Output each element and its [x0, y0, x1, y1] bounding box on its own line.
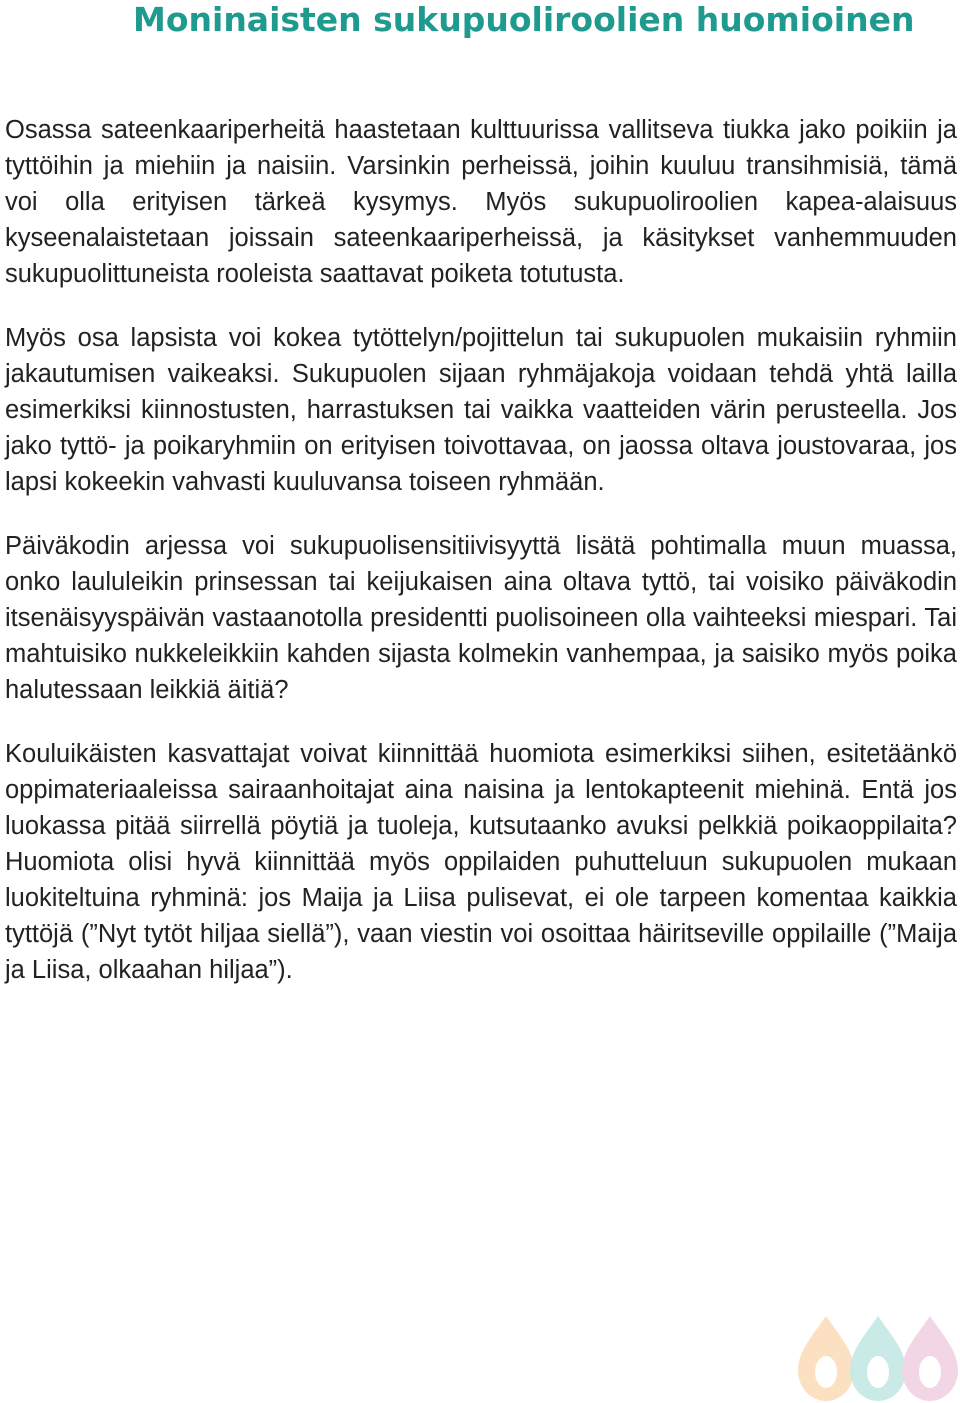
drop-mint-icon	[850, 1316, 906, 1401]
paragraph-3: Päiväkodin arjessa voi sukupuolisensitiivisyyttä lisätä pohtimalla muun muassa, onko laululeikin prinsessan tai keijukaisen aina oltava tyttö, tai voisiko päiväkodin itsenäisyyspäivän vastaanotolla presidentti puolisoineen olla vaihteeksi miespari. Tai mahtuisiko nukkeleikkiin kahden sijasta kolmekin vanhempaa, ja saisiko myös poika halutessaan leikkiä äitiä?	[5, 532, 957, 704]
page-title: Moninaisten sukupuoliroolien huomioinen	[133, 0, 915, 39]
drop-peach-icon	[798, 1316, 854, 1401]
paragraph-4: Kouluikäisten kasvattajat voivat kiinnittää huomiota esimerkiksi siihen, esitetäänkö oppimateriaaleissa sairaanhoitajat aina naisina ja lentokapteenit miehinä. Entä jos luokassa pitää siirrellä pöytiä ja tuoleja, kutsutaanko avuksi pelkkiä poikaoppilaita? Huomiota olisi hyvä kiinnittää myös oppilaiden puhutteluun sukupuolen mukaan luokiteltuina ryhminä: jos Maija ja Liisa pulisevat, ei ole tarpeen komentaa kaikkia tyttöjä (”Nyt tytöt hiljaa siellä”), vaan viestin voi osoittaa häiritseville oppilaille (”Maija ja Liisa, olkaahan hiljaa”).	[5, 740, 957, 984]
drop-pink-icon	[902, 1316, 958, 1401]
three-drops-logo-icon	[798, 1312, 958, 1403]
paragraph-2: Myös osa lapsista voi kokea tytöttelyn/pojittelun tai sukupuolen mukaisiin ryhmiin jakautumisen vaikeaksi. Sukupuolen sijaan ryhmäjakoja voidaan tehdä yhtä lailla esimerkiksi kiinnostusten, harrastuksen tai vaikka vaatteiden värin perusteella. Jos jako tyttö- ja poikaryhmiin on erityisen toivottavaa, on jaossa oltava joustovaraa, jos lapsi kokeekin vahvasti kuuluvansa toiseen ryhmään.	[5, 324, 957, 496]
article-body	[5, 112, 957, 1016]
paragraph-1: Osassa sateenkaariperheitä haastetaan kulttuurissa vallitseva tiukka jako poikiin ja tyttöihin ja miehiin ja naisiin. Varsinkin perheissä, joihin kuuluu transihmisiä, tämä voi olla erityisen tärkeä kysymys. Myös sukupuoliroolien kapea-alaisuus kyseenalaistetaan joissain sateenkaariperheissä, ja käsitykset vanhemmuuden sukupuolittuneista rooleista saattavat poiketa totutusta.	[5, 116, 957, 288]
